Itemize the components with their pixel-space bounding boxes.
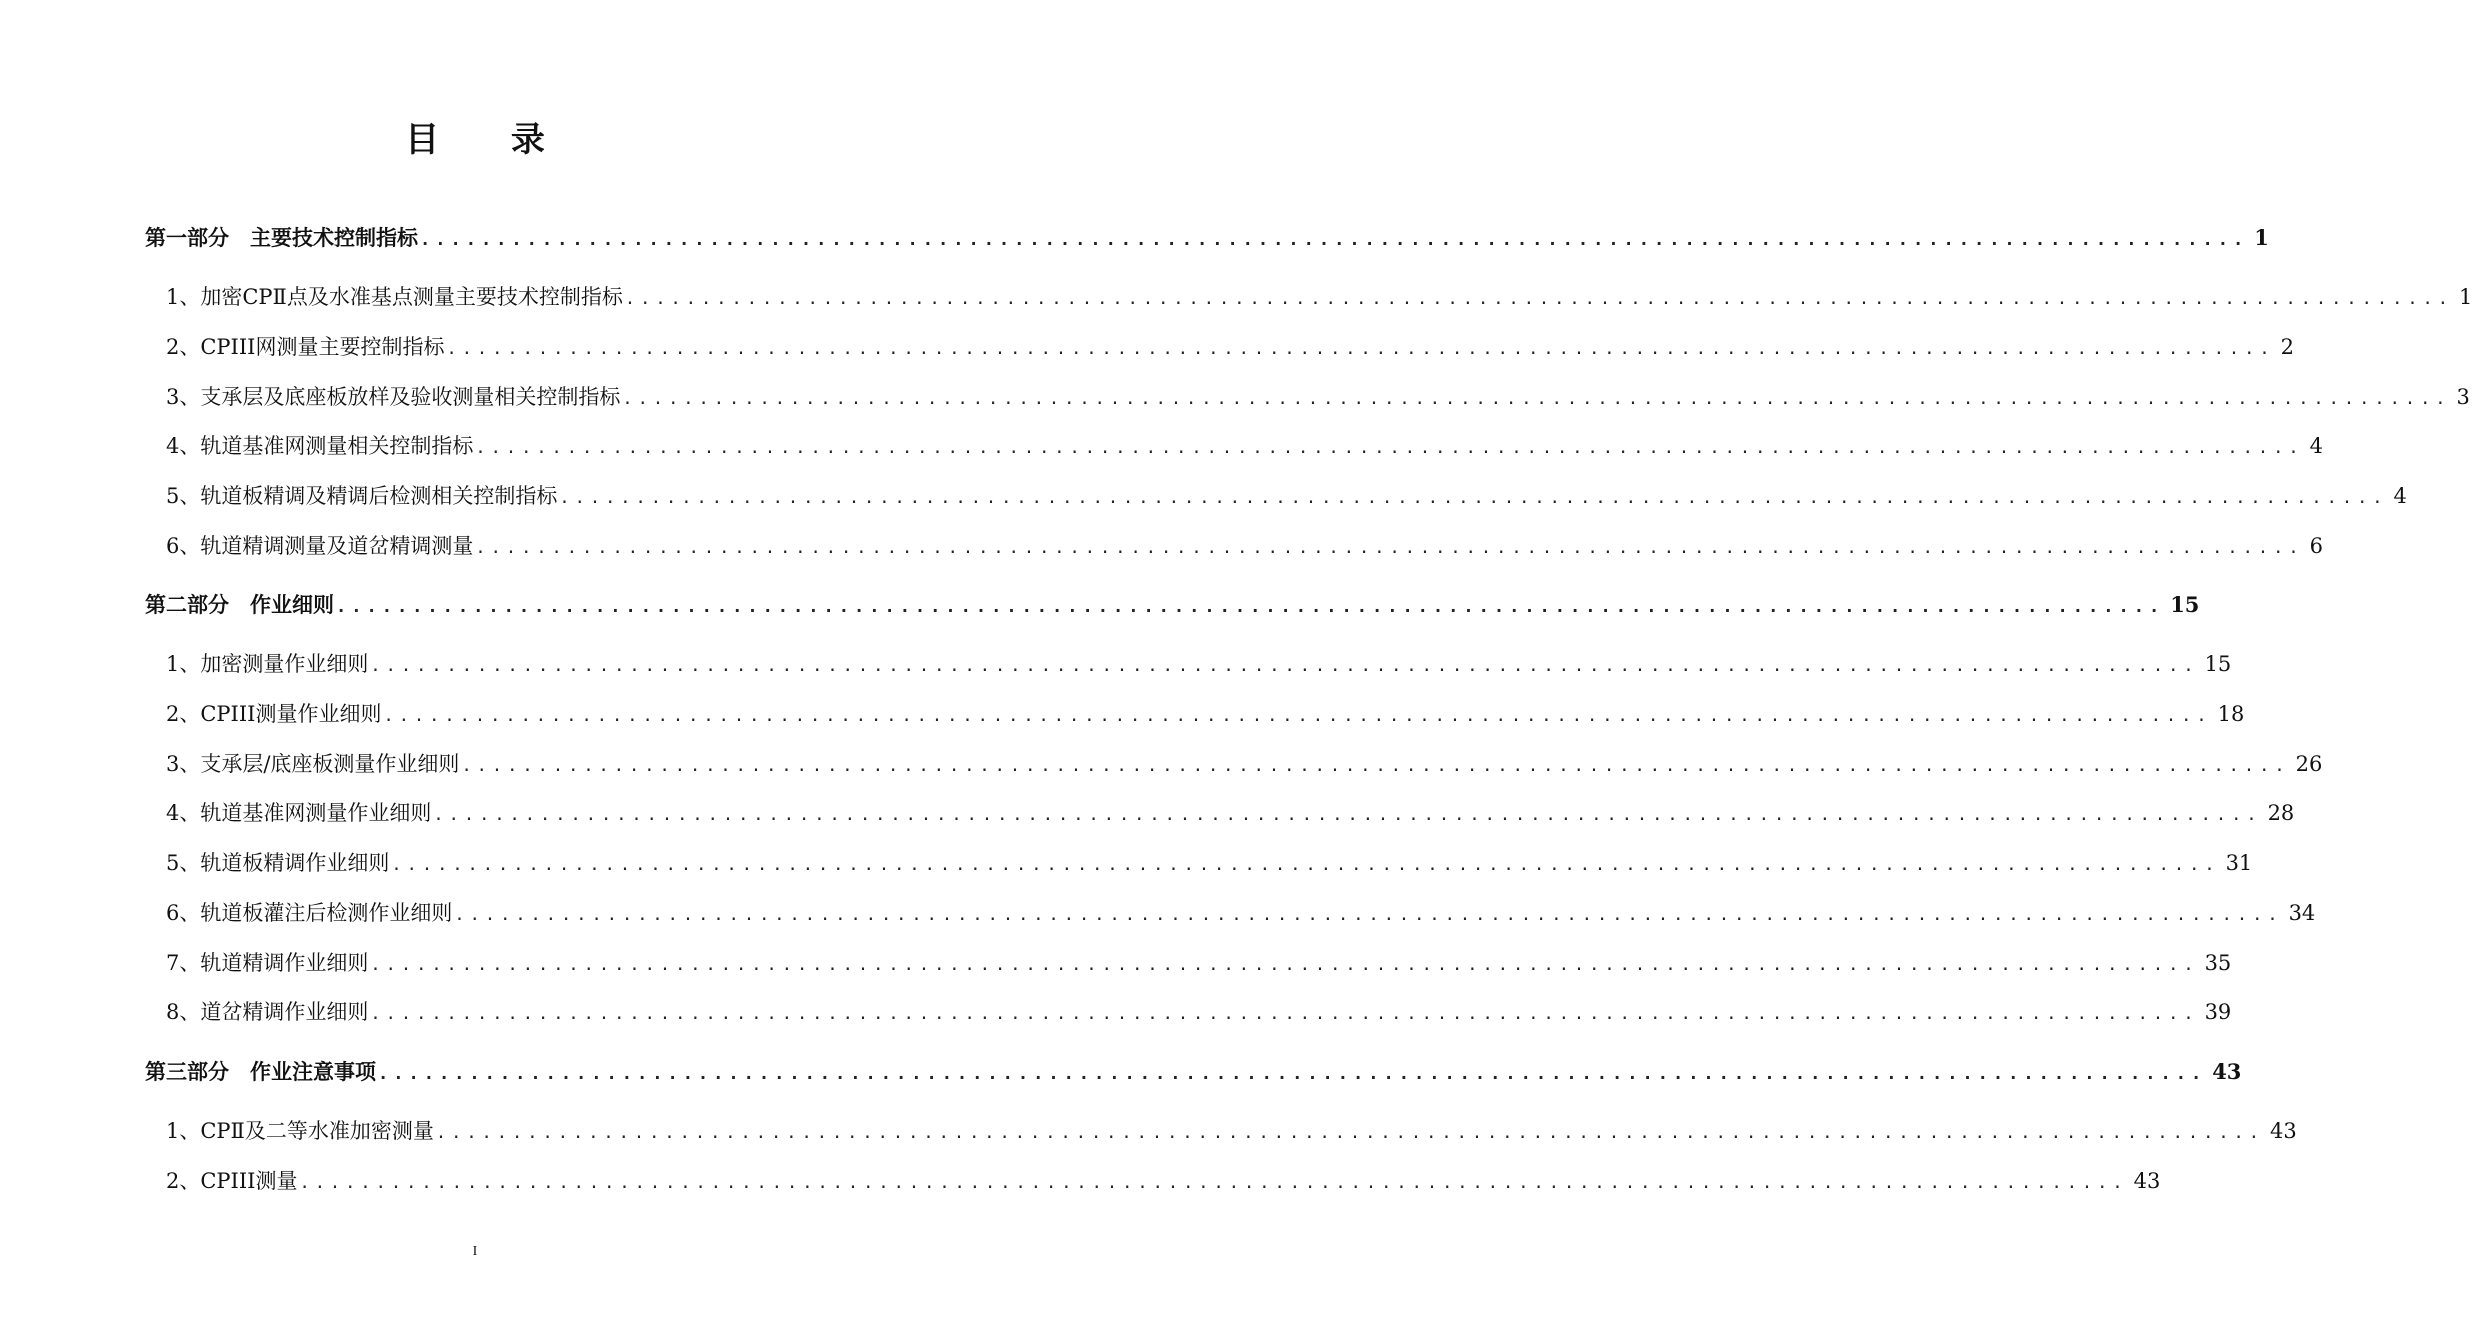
- toc-item-entry[interactable]: [166, 897, 2316, 929]
- toc-dot-leader: ........................................................................................................................: [435, 1123, 2265, 1143]
- toc-entry-label: 2、CPIII测量作业细则: [166, 702, 382, 726]
- toc-dot-leader: ........................................................................................................................: [461, 756, 2290, 776]
- toc-page-number: 2: [2280, 335, 2295, 359]
- toc-entry-label: 7、轨道精调作业细则: [166, 951, 369, 975]
- toc-entry-label: 6、轨道精调测量及道岔精调测量: [166, 534, 474, 558]
- toc-dot-leader: ........................................................................................................................: [370, 656, 2199, 676]
- toc-page-number: 43: [2270, 1119, 2297, 1143]
- toc-entry-label: 5、轨道板精调及精调后检测相关控制指标: [166, 484, 558, 508]
- toc-page-number: 1: [2459, 285, 2472, 309]
- toc-page-number: 26: [2295, 752, 2323, 776]
- toc-page-number: 3: [2456, 385, 2470, 409]
- toc-dot-leader: ........................................................................................................................: [622, 389, 2451, 409]
- toc-item-entry[interactable]: [166, 648, 2232, 680]
- toc-entry-label: 5、轨道板精调作业细则: [166, 851, 390, 875]
- toc-item-entry[interactable]: [166, 996, 2232, 1028]
- toc-entry-label: 4、轨道基准网测量作业细则: [166, 801, 432, 825]
- toc-part-entry[interactable]: [145, 1056, 2242, 1088]
- toc-page-number: 31: [2225, 851, 2253, 875]
- toc-item-entry[interactable]: [166, 281, 2472, 313]
- toc-part-entry[interactable]: [145, 222, 2269, 254]
- toc-item-entry[interactable]: [166, 698, 2245, 730]
- page-title: 目 录: [405, 120, 575, 160]
- toc-dot-leader: ........................................................................................................................: [559, 488, 2388, 508]
- toc-page-number: 1: [2254, 225, 2269, 250]
- toc-dot-leader: ........................................................................................................................: [420, 230, 2249, 250]
- toc-entry-label: 2、CPIII测量: [166, 1169, 298, 1193]
- toc-entry-label: 第一部分 主要技术控制指标: [145, 226, 418, 250]
- toc-page-number: 28: [2267, 801, 2295, 825]
- toc-dot-leader: ........................................................................................................................: [446, 339, 2275, 359]
- toc-page-number: 34: [2288, 901, 2316, 925]
- toc-item-entry[interactable]: [166, 381, 2470, 413]
- toc-page-number: 43: [2133, 1169, 2161, 1193]
- toc-item-entry[interactable]: [166, 430, 2323, 462]
- toc-entry-label: 3、支承层及底座板放样及验收测量相关控制指标: [166, 385, 621, 409]
- toc-page-number: 18: [2217, 702, 2245, 726]
- toc-dot-leader: ........................................................................................................................: [336, 597, 2165, 617]
- toc-item-entry[interactable]: [166, 797, 2295, 829]
- toc-entry-label: 1、CPⅡ及二等水准加密测量: [166, 1119, 434, 1143]
- toc-dot-leader: ........................................................................................................................: [299, 1173, 2128, 1193]
- toc-item-entry[interactable]: [166, 1165, 2161, 1197]
- toc-dot-leader: ........................................................................................................................: [383, 706, 2212, 726]
- toc-entry-label: 6、轨道板灌注后检测作业细则: [166, 901, 453, 925]
- toc-page-number: 6: [2309, 534, 2323, 558]
- toc-entry-label: 3、支承层/底座板测量作业细则: [166, 752, 460, 776]
- toc-dot-leader: ........................................................................................................................: [433, 805, 2262, 825]
- toc-item-entry[interactable]: [166, 1115, 2297, 1147]
- toc-dot-leader: ........................................................................................................................: [475, 538, 2304, 558]
- toc-entry-label: 第三部分 作业注意事项: [145, 1060, 376, 1084]
- toc-entry-label: 4、轨道基准网测量相关控制指标: [166, 434, 474, 458]
- toc-entry-label: 8、道岔精调作业细则: [166, 1000, 369, 1024]
- toc-item-entry[interactable]: [166, 748, 2323, 780]
- toc-dot-leader: ........................................................................................................................: [370, 955, 2199, 975]
- toc-entry-label: 第二部分 作业细则: [145, 593, 334, 617]
- toc-page-number: 4: [2309, 434, 2323, 458]
- toc-page-number: 15: [2204, 652, 2232, 676]
- toc-item-entry[interactable]: [166, 947, 2232, 979]
- toc-item-entry[interactable]: [166, 480, 2407, 512]
- toc-page-number: 35: [2204, 951, 2232, 975]
- toc-item-entry[interactable]: [166, 331, 2295, 363]
- toc-page-number: 4: [2393, 484, 2407, 508]
- toc-entry-label: 2、CPIII网测量主要控制指标: [166, 335, 445, 359]
- toc-part-entry[interactable]: [145, 589, 2200, 621]
- toc-dot-leader: ........................................................................................................................: [624, 289, 2454, 309]
- toc-dot-leader: ........................................................................................................................: [475, 438, 2304, 458]
- toc-dot-leader: ........................................................................................................................: [391, 855, 2220, 875]
- toc-entry-label: 1、加密CPⅡ点及水准基点测量主要技术控制指标: [166, 285, 623, 309]
- toc-dot-leader: ........................................................................................................................: [378, 1064, 2207, 1084]
- toc-page-number: 39: [2204, 1000, 2232, 1024]
- toc-page-number: 15: [2170, 592, 2200, 617]
- toc-item-entry[interactable]: [166, 530, 2323, 562]
- toc-dot-leader: ........................................................................................................................: [454, 905, 2283, 925]
- page-number-footer: I: [472, 1244, 478, 1259]
- toc-item-entry[interactable]: [166, 847, 2253, 879]
- toc-entry-label: 1、加密测量作业细则: [166, 652, 369, 676]
- toc-page-number: 43: [2212, 1059, 2242, 1084]
- toc-dot-leader: ........................................................................................................................: [370, 1004, 2199, 1024]
